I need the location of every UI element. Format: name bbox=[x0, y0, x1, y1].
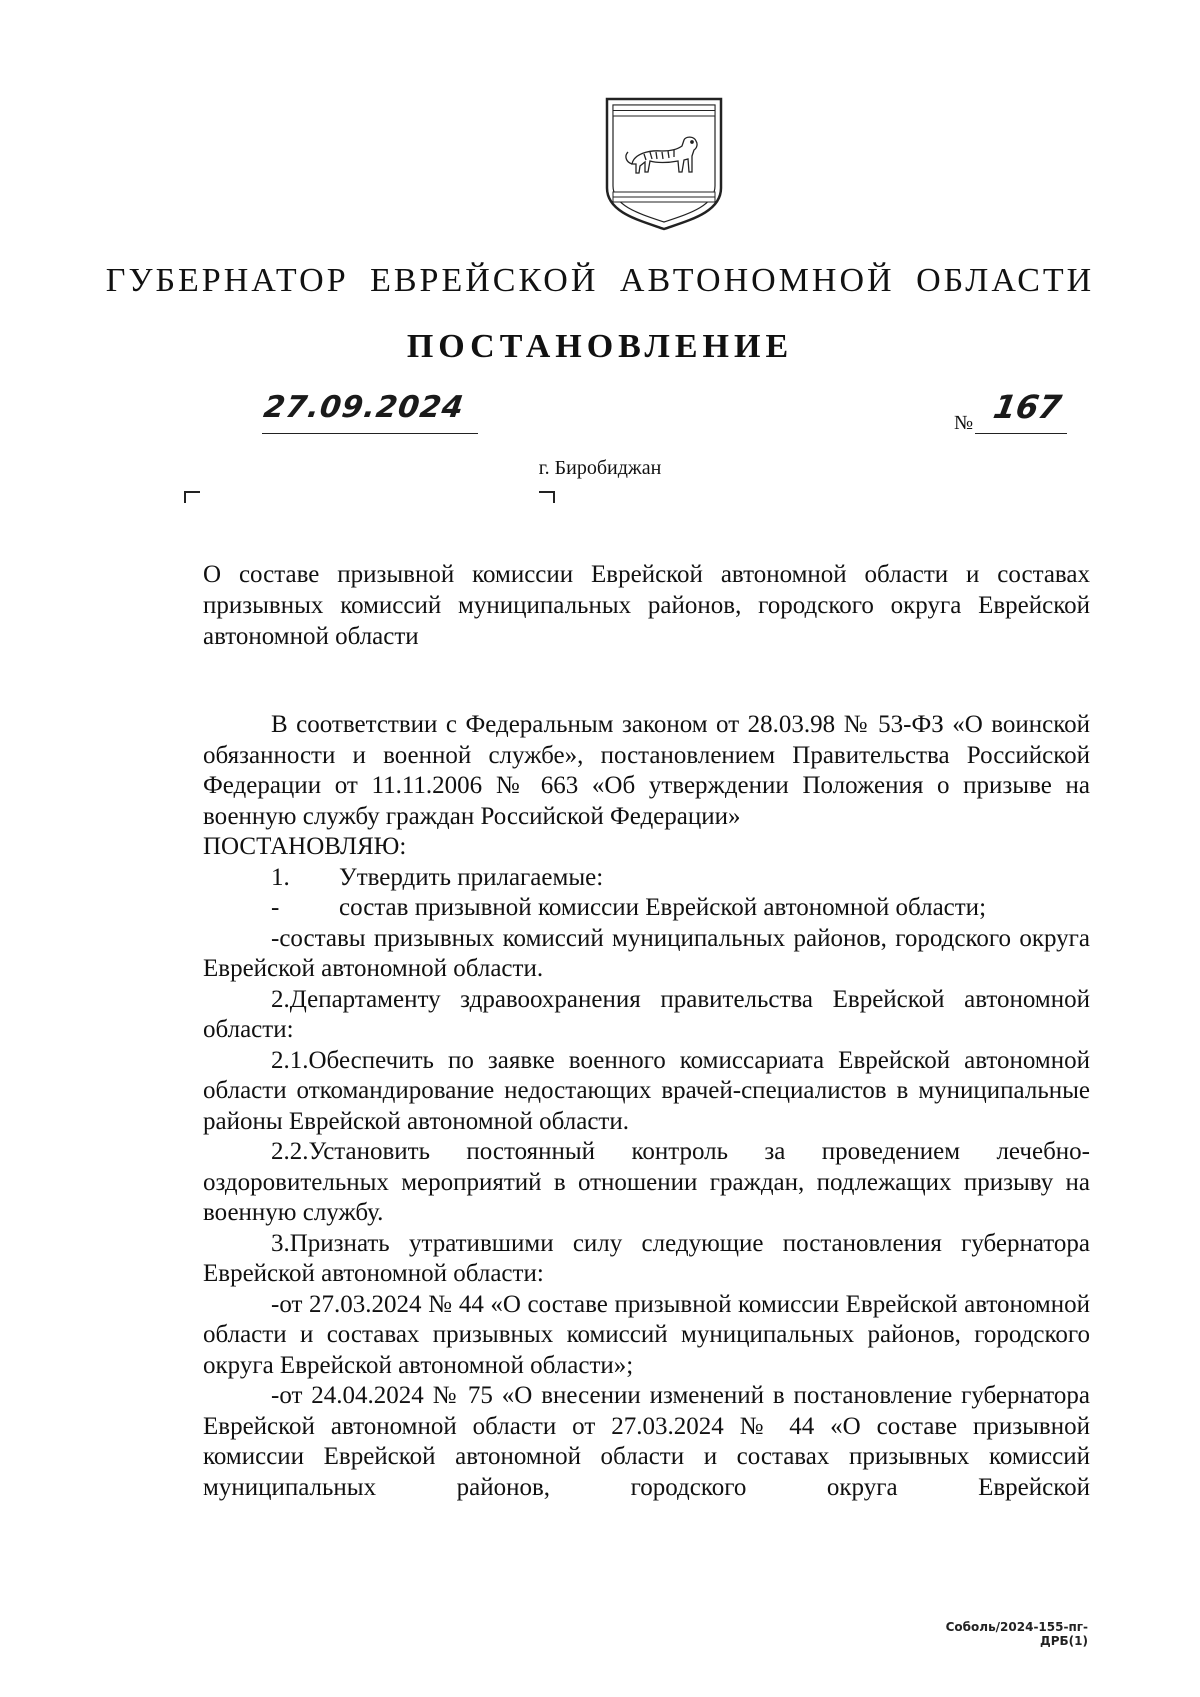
preamble-paragraph: В соответствии с Федеральным законом от 28.03.98 № 53-ФЗ «О воинской обязанности и военной службе», постановлением Правительства Российской Федерации от 11.11.2006 № 663 «Об утверждении Положения о призыве на военную службу граждан Российской Федерации» bbox=[203, 711, 1090, 830]
city-line: г. Биробиджан bbox=[538, 457, 662, 479]
document-body bbox=[203, 710, 1090, 1503]
item-marker: - bbox=[271, 924, 280, 952]
item-marker: 2.2. bbox=[271, 1138, 309, 1165]
list-item bbox=[203, 985, 1090, 1046]
item-text: от 24.04.2024 № 75 «О внесении изменений в постановление губернатора Еврейской автономной области от 27.03.2024 № 44 «О составе призывной комиссии Еврейской автономной области и составах призывных комиссий муниципальных районов, городского округа Еврейской bbox=[203, 1382, 1090, 1501]
decree-word: ПОСТАНОВЛЯЮ: bbox=[203, 833, 407, 860]
item-marker: - bbox=[271, 894, 280, 921]
item-marker: - bbox=[271, 1382, 280, 1409]
item-marker: 3. bbox=[271, 1229, 290, 1257]
item-text: Обеспечить по заявке военного комиссариата Еврейской автономной области откомандирование недостающих врачей-специалистов в муниципальные районы Еврейской автономной области. bbox=[203, 1046, 1090, 1135]
number-label: № bbox=[954, 412, 974, 434]
list-item bbox=[203, 863, 1090, 894]
document-type-heading: ПОСТАНОВЛЕНИЕ bbox=[406, 328, 794, 365]
item-text: составы призывных комиссий муниципальных районов, городского округа Еврейской автономной области. bbox=[203, 924, 1090, 982]
item-marker: 1. bbox=[271, 863, 290, 891]
document-code: Соболь/2024-155-пг-ДРБ(1) bbox=[945, 1620, 1088, 1648]
item-text: от 27.03.2024 № 44 «О составе призывной комиссии Еврейской автономной области и составах призывных комиссий муниципальных районов, городского округа Еврейской автономной области»; bbox=[203, 1290, 1090, 1379]
document-title: О составе призывной комиссии Еврейской автономной области и составах призывных комиссий муниципальных районов, городского округа Еврейской автономной области bbox=[203, 561, 1090, 650]
list-item bbox=[203, 893, 1090, 924]
item-text: Департаменту здравоохранения правительства Еврейской автономной области: bbox=[203, 985, 1090, 1043]
list-item bbox=[203, 1046, 1090, 1138]
item-marker: - bbox=[271, 1290, 280, 1318]
item-text: Установить постоянный контроль за проведением лечебно-оздоровительных мероприятий в отношении граждан, подлежащих призыву на военную службу. bbox=[203, 1138, 1090, 1226]
list-item bbox=[203, 924, 1090, 985]
coat-of-arms-emblem bbox=[604, 96, 724, 232]
list-item bbox=[203, 1137, 1090, 1229]
list-item bbox=[203, 1229, 1090, 1290]
item-text: Утвердить прилагаемые: bbox=[339, 863, 604, 891]
item-marker: 2. bbox=[271, 985, 290, 1013]
handwritten-date: 27.09.2024 bbox=[261, 390, 467, 425]
title-corner-right bbox=[539, 491, 555, 503]
item-text: состав призывной комиссии Еврейской автономной области; bbox=[339, 894, 987, 921]
item-marker: 2.1. bbox=[271, 1046, 309, 1074]
title-corner-left bbox=[184, 491, 200, 503]
list-item bbox=[203, 1290, 1090, 1382]
authority-heading: ГУБЕРНАТОР ЕВРЕЙСКОЙ АВТОНОМНОЙ ОБЛАСТИ bbox=[105, 262, 1095, 299]
handwritten-number: 167 bbox=[990, 388, 1065, 426]
list-item bbox=[203, 1381, 1090, 1503]
item-text: Признать утратившими силу следующие постановления губернатора Еврейской автономной области: bbox=[203, 1229, 1090, 1287]
date-underline bbox=[262, 433, 478, 434]
number-underline bbox=[975, 433, 1067, 434]
